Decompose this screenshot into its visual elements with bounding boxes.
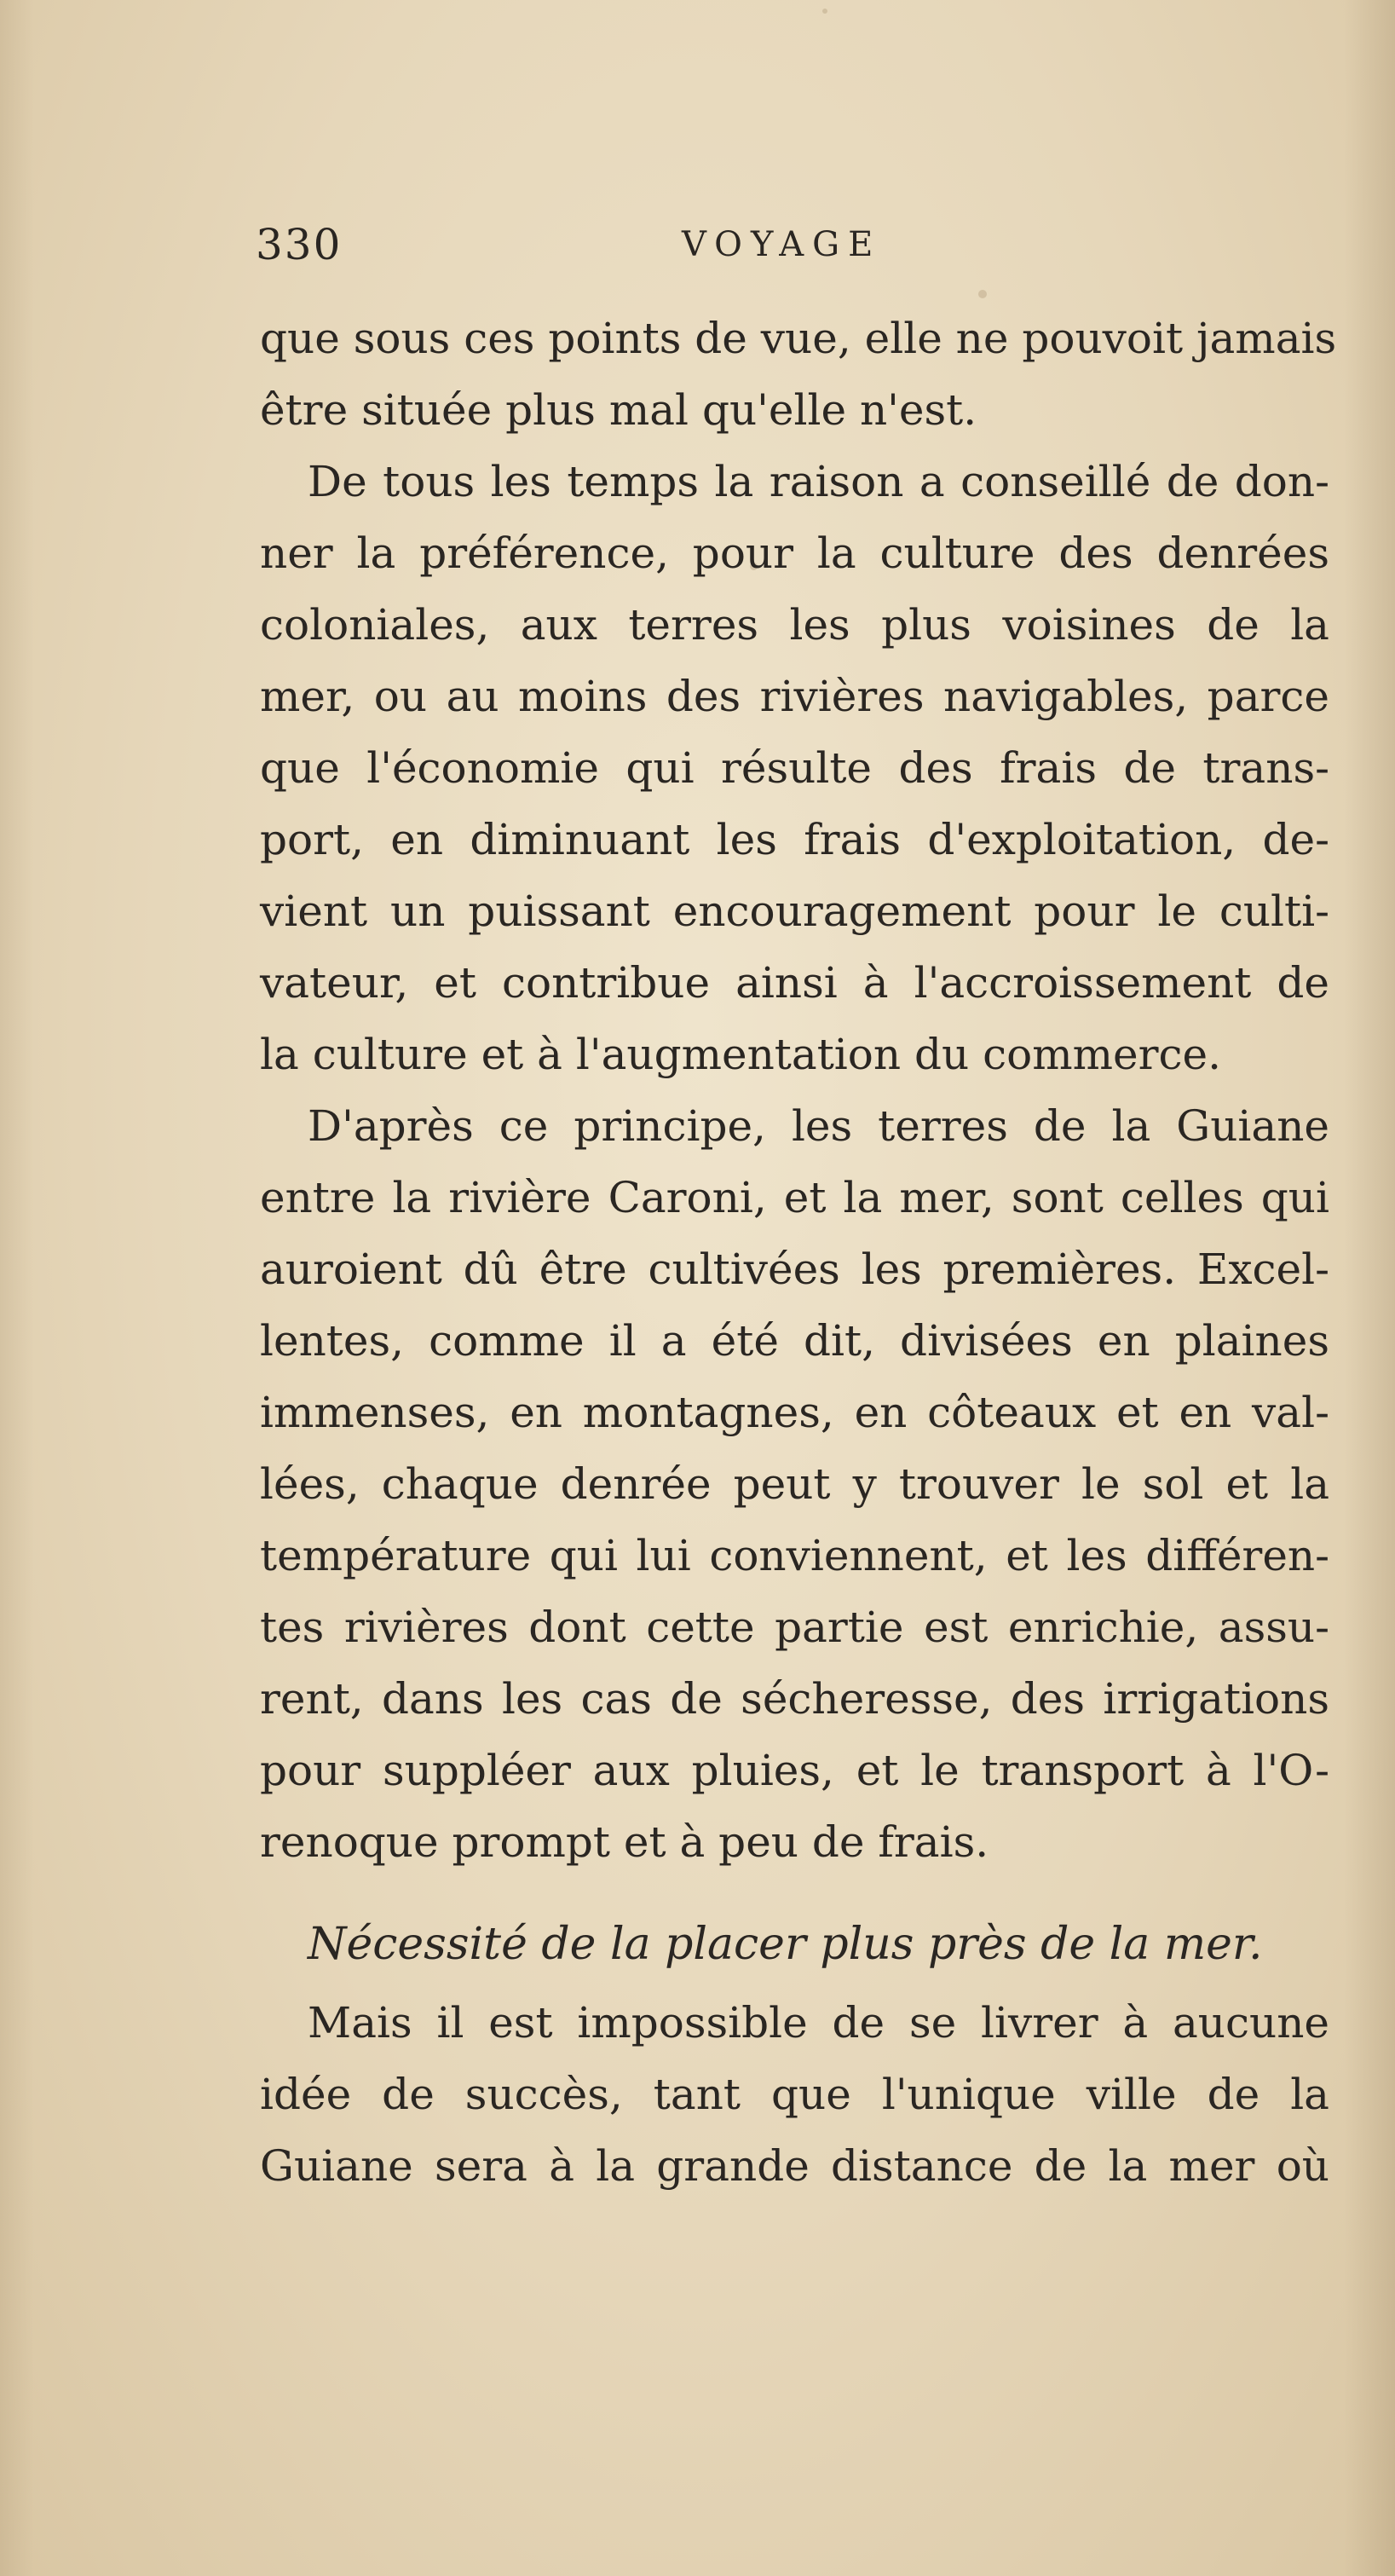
page-edge-shadow-left: [0, 0, 34, 2576]
text-line: température qui lui conviennent, et les différen-: [260, 1531, 1329, 1580]
text-line: mer, ou au moins des rivières navigables, parce: [260, 672, 1329, 721]
text-line: De tous les temps la raison a conseillé de don-: [308, 457, 1329, 506]
text-line: vateur, et contribue ainsi à l'accroissement de: [260, 958, 1329, 1008]
text-line: entre la rivière Caroni, et la mer, sont celles qui: [260, 1173, 1329, 1222]
text-line: port, en diminuant les frais d'exploitation, de-: [260, 815, 1329, 864]
text-line: Guiane sera à la grande distance de la mer où: [260, 2141, 1329, 2191]
foxing-spot: [822, 9, 827, 14]
text-line: pour suppléer aux pluies, et le transport à l'O-: [260, 1746, 1329, 1795]
text-line: auroient dû être cultivées les premières. Excel-: [260, 1245, 1329, 1294]
text-line: renoque prompt et à peu de frais.: [260, 1817, 989, 1867]
body-text: [260, 303, 1337, 2202]
text-line: être située plus mal qu'elle n'est.: [260, 385, 977, 435]
text-line: rent, dans les cas de sécheresse, des irrigations: [260, 1674, 1329, 1724]
page-edge-shadow-right: [1344, 0, 1395, 2576]
page-number: 330: [256, 220, 343, 269]
text-line: immenses, en montagnes, en côteaux et en val-: [260, 1388, 1329, 1437]
text-line: vient un puissant encouragement pour le culti-: [260, 887, 1329, 936]
text-line: D'après ce principe, les terres de la Guiane: [308, 1101, 1329, 1151]
text-line: idée de succès, tant que l'unique ville de la: [260, 2070, 1329, 2119]
text-line: Mais il est impossible de se livrer à aucune: [308, 1998, 1329, 2048]
text-line: que sous ces points de vue, elle ne pouvoit jamais: [260, 314, 1337, 363]
running-title: VOYAGE: [682, 225, 882, 264]
foxing-spot: [978, 290, 987, 298]
spacer: [260, 1878, 1329, 1902]
section-heading: Nécessité de la placer plus près de la mer.: [308, 1919, 1263, 1970]
text-line: tes rivières dont cette partie est enrichie, assu-: [260, 1603, 1329, 1652]
text-line: lées, chaque denrée peut y trouver le sol et la: [260, 1459, 1329, 1509]
text-line: coloniales, aux terres les plus voisines de la: [260, 600, 1329, 650]
text-line: lentes, comme il a été dit, divisées en plaines: [260, 1316, 1329, 1366]
text-line: ner la préférence, pour la culture des denrées: [260, 528, 1329, 578]
text-line: la culture et à l'augmentation du commerce.: [260, 1030, 1222, 1079]
running-head: [256, 220, 1321, 271]
text-line: que l'économie qui résulte des frais de trans-: [260, 743, 1329, 793]
